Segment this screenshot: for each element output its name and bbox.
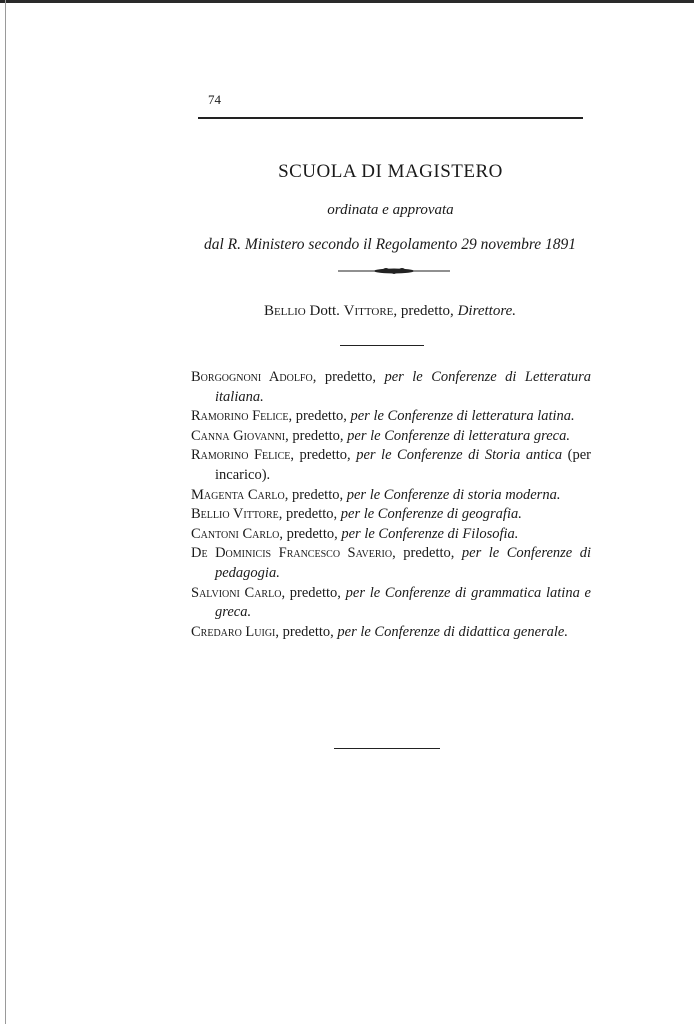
faculty-predetto: , predetto, <box>285 427 348 444</box>
faculty-predetto: , predetto, <box>284 486 347 503</box>
faculty-entry <box>191 427 591 447</box>
faculty-entry <box>191 505 591 525</box>
page-title: SCUOLA DI MAGISTERO <box>278 161 503 182</box>
faculty-name: Bellio Vittore <box>191 506 279 523</box>
faculty-course: per le Conferenze di geografia. <box>340 506 522 523</box>
faculty-predetto: , predetto, <box>288 408 351 425</box>
faculty-name: De Dominicis Francesco Saverio <box>191 545 393 562</box>
faculty-course: per le Conferenze di Storia antica <box>356 447 563 464</box>
faculty-name: Borgognoni Adolfo <box>191 369 313 385</box>
faculty-course: per le Conferenze di Letteratura italiana. <box>215 369 591 405</box>
faculty-entry <box>191 525 591 545</box>
faculty-predetto: , predetto, <box>312 369 385 385</box>
faculty-course: per le Conferenze di letteratura greca. <box>347 427 570 444</box>
faculty-course: per le Conferenze di pedagogia. <box>215 545 591 581</box>
faculty-name: Canna Giovanni <box>191 427 286 444</box>
faculty-name: Magenta Carlo <box>191 486 285 503</box>
faculty-course: per le Conferenze di Filosofia. <box>341 525 519 542</box>
faculty-entry <box>191 544 591 583</box>
faculty-course: per le Conferenze di letteratura latina. <box>350 408 575 425</box>
faculty-predetto: , predetto, <box>275 623 338 640</box>
faculty-entry <box>191 446 591 485</box>
faculty-course: per le Conferenze di didattica generale. <box>337 623 568 640</box>
faculty-entry <box>191 407 591 427</box>
faculty-extra: (per incarico). <box>215 447 591 483</box>
faculty-course: per le Conferenze di grammatica latina e greca. <box>215 584 591 621</box>
faculty-name: Ramorino Felice <box>191 408 289 425</box>
faculty-name: Salvioni Carlo <box>191 584 282 601</box>
page-top-edge <box>0 0 694 3</box>
director-position: Direttore. <box>457 303 517 319</box>
director-title: Dott. <box>305 303 344 319</box>
faculty-name: Cantoni Carlo <box>191 525 280 542</box>
faculty-entry <box>191 368 591 407</box>
director-surname: Bellio <box>263 303 306 319</box>
faculty-predetto: , predetto, <box>290 447 357 464</box>
page-number: 74 <box>208 92 221 107</box>
faculty-name: Credaro Luigi <box>191 623 276 640</box>
header-rule <box>198 117 583 119</box>
faculty-course: per le Conferenze di storia moderna. <box>346 486 561 503</box>
director-firstname: Vittore <box>343 303 394 319</box>
subtitle-ministry: dal R. Ministero secondo il Regolamento 29 novembre 1891 <box>203 236 577 253</box>
page-left-edge <box>5 0 6 1024</box>
ornament-rule <box>338 265 450 277</box>
closing-rule <box>334 748 440 749</box>
faculty-predetto: , predetto, <box>281 584 346 601</box>
faculty-name: Ramorino Felice <box>191 447 291 464</box>
director-role: , predetto, <box>393 303 458 319</box>
faculty-entry <box>191 584 591 623</box>
faculty-list <box>191 368 591 642</box>
director-line <box>180 303 600 320</box>
faculty-predetto: , predetto, <box>279 525 342 542</box>
section-rule <box>340 345 424 346</box>
faculty-predetto: , predetto, <box>392 545 462 562</box>
faculty-predetto: , predetto, <box>278 506 341 523</box>
subtitle: ordinata e approvata <box>327 202 454 218</box>
faculty-entry <box>191 486 591 506</box>
faculty-entry <box>191 623 591 643</box>
